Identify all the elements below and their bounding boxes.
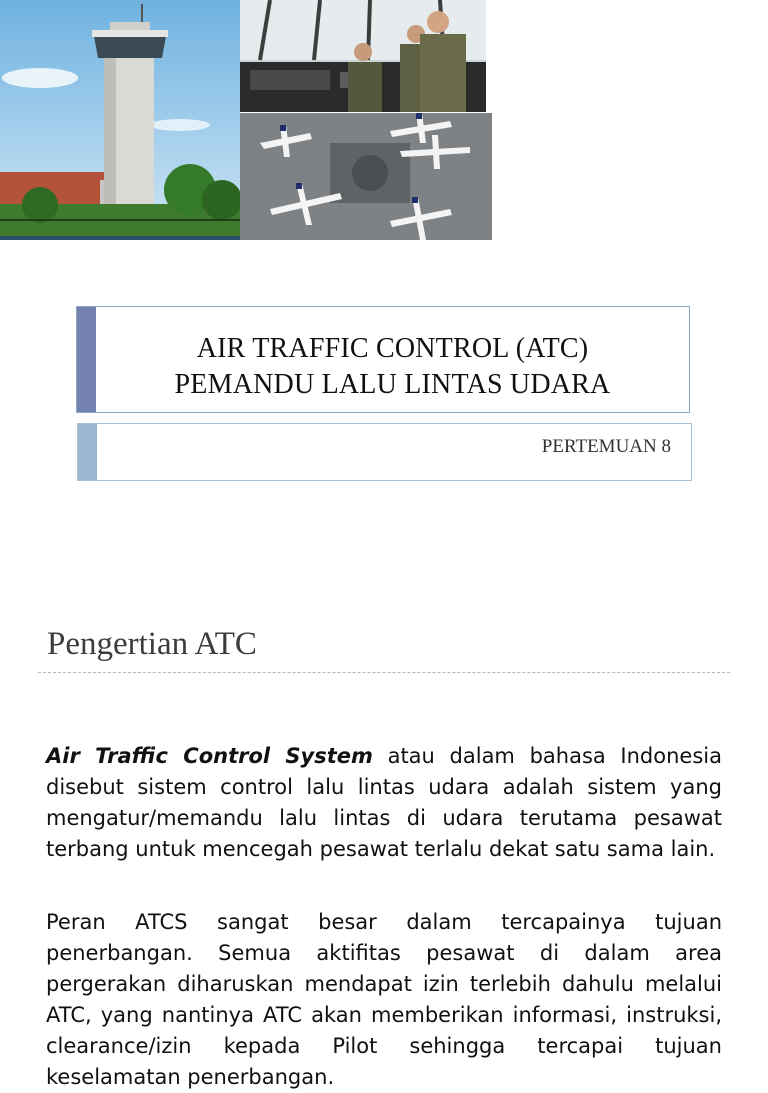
title-box <box>76 306 690 413</box>
control-tower-photo <box>0 0 240 240</box>
subtitle-accent-bar <box>78 424 97 480</box>
definition-paragraph <box>46 741 722 865</box>
airport-apron-photo <box>240 113 492 240</box>
defined-term: Air Traffic Control System <box>46 744 373 768</box>
photo-caption-bar <box>0 236 240 240</box>
definition-text: atau dalam bahasa Indonesia disebut sistem control lalu lintas udara adalah sistem yang mengatur/memandu lalu lintas di udara terutama pesawat terbang untuk mencegah pesawat terlalu dekat satu sama lain. <box>46 744 722 861</box>
role-paragraph: Peran ATCS sangat besar dalam tercapainya tujuan penerbangan. Semua aktifitas pesawat di dalam area pergerakan diharuskan mendapat izin terlebih dahulu melalui ATC, yang nantinya ATC akan memberikan informasi, instruksi, clearance/izin kepada Pilot sehingga tercapai tujuan keselamatan penerbangan. <box>46 910 722 1089</box>
section-heading: Pengertian ATC <box>47 626 257 662</box>
slide-title <box>96 331 689 403</box>
title-accent-bar <box>77 307 96 412</box>
control-room-photo <box>240 0 486 112</box>
subtitle-box <box>77 423 692 481</box>
title-line-2: PEMANDU LALU LINTAS UDARA <box>174 369 611 400</box>
heading-divider <box>38 672 730 673</box>
slide-subtitle: PERTEMUAN 8 <box>541 436 671 457</box>
title-line-1: AIR TRAFFIC CONTROL (ATC) <box>196 333 589 364</box>
